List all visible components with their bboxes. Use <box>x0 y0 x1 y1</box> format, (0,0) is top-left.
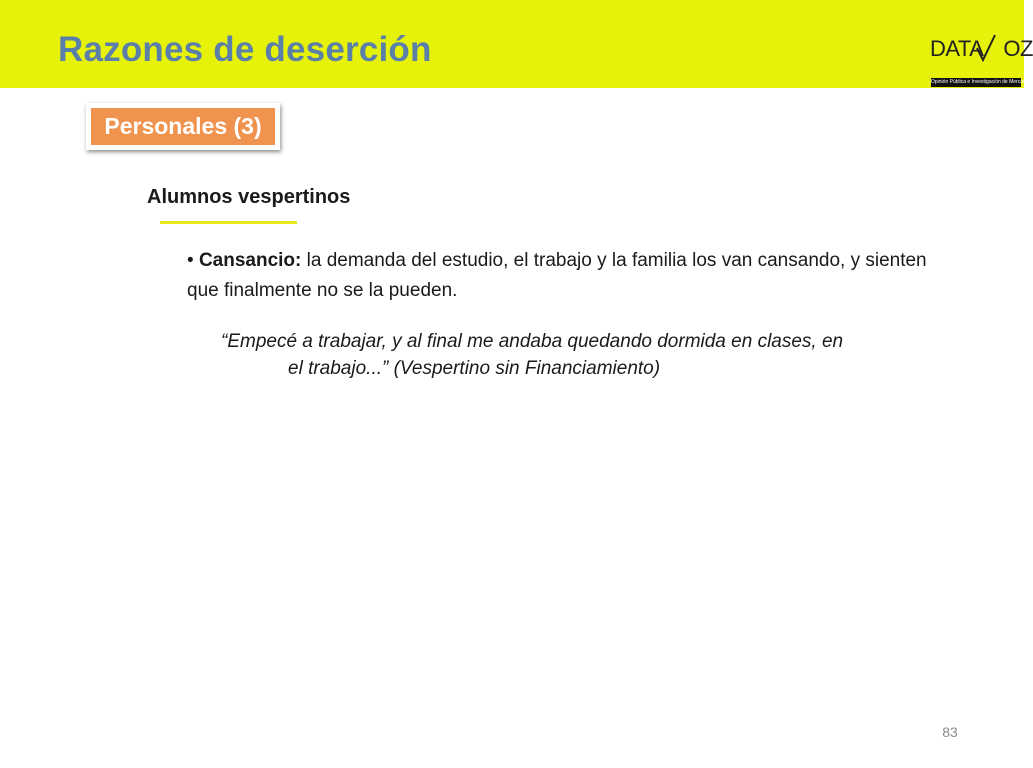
bullet-text: la demanda del estudio, el trabajo y la familia los van cansando, y sienten que finalmente no se la pueden. <box>187 250 927 301</box>
datavoz-logo <box>930 36 1033 88</box>
quote-line-2: el trabajo...” (Vespertino sin Financiamiento) <box>288 358 661 379</box>
bullet-marker: • <box>187 250 194 271</box>
logo-checkmark-icon <box>976 34 996 64</box>
logo-tagline: Opinión Pública e Investigación de Mercado <box>931 79 1029 85</box>
logo-word: DATA OZ <box>930 36 1033 61</box>
subheading: Alumnos vespertinos <box>147 186 351 208</box>
slide-title: Razones de deserción <box>58 30 432 69</box>
bullet-item <box>187 246 937 306</box>
section-tag-label: Personales (3) <box>91 108 275 145</box>
bullet-term: Cansancio: <box>198 250 302 271</box>
subheading-underline <box>160 221 297 224</box>
quote-line-1: “Empecé a trabajar, y al final me andaba quedando dormida en clases, en <box>221 331 844 352</box>
page-number: 83 <box>942 724 958 740</box>
section-tag <box>86 103 280 150</box>
